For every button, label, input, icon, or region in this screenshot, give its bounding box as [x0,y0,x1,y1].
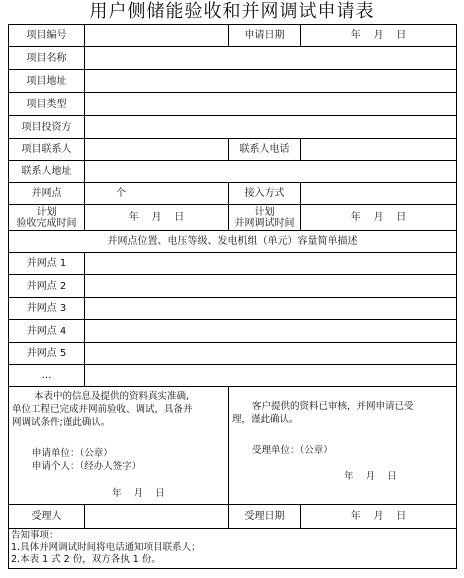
row-plan-times [9,205,457,231]
label-grid-points: 并网点 [9,183,85,205]
field-receive-date[interactable]: 年 月 日 [301,505,457,529]
decl-left-unit: 申请单位：（公章） [32,448,113,459]
application-form-table [8,24,457,569]
row-grid-points [9,183,457,205]
decl-left-person: 申请个人：（经办人签字） [32,461,142,472]
row-project-addr [9,70,457,93]
decl-right-date: 年 月 日 [344,471,397,482]
field-point-1[interactable] [85,253,457,275]
field-access-mode[interactable] [301,183,457,205]
label-point-4: 并网点 4 [9,320,85,343]
row-project-type [9,93,457,116]
field-receiver[interactable] [85,505,229,529]
row-section-desc [9,231,457,253]
field-contact-addr[interactable] [85,161,457,183]
notes-heading: 告知事项： [11,530,59,541]
row-project-investor [9,116,457,139]
decl-right-l1: 客户提供的资料已审核，并网申请已受 [252,401,414,412]
label-plan-accept [9,205,85,231]
label-contact-phone: 联系人电话 [229,139,301,161]
section-desc-heading: 并网点位置、电压等级、发电机组（单元）容量简单描述 [9,231,457,253]
label-point-3: 并网点 3 [9,298,85,320]
row-point-1 [9,253,457,275]
label-plan-accept-l2: 验收完成时间 [16,217,77,229]
row-point-2 [9,275,457,298]
decl-left-l3: 网调试条件;谨此确认。 [12,417,111,428]
row-contact-addr [9,161,457,183]
field-project-contact[interactable] [85,139,229,161]
label-receive-date: 受理日期 [229,505,301,529]
label-apply-date: 申请日期 [229,25,301,47]
label-receiver: 受理人 [9,505,85,529]
label-project-addr: 项目地址 [9,70,85,93]
row-project-no [9,25,457,47]
label-project-name: 项目名称 [9,47,85,70]
field-grid-points[interactable] [85,183,229,205]
row-notes [9,529,457,569]
field-project-no[interactable] [85,25,229,47]
label-project-no: 项目编号 [9,25,85,47]
field-point-4[interactable] [85,320,457,343]
grid-points-unit: 个 [116,188,126,199]
label-contact-addr: 联系人地址 [9,161,85,183]
label-plan-debug-l1: 计划 [254,206,275,218]
notes-item-2: 2.本表 1 式 2 份，双方各执 1 份。 [11,554,161,565]
field-plan-debug-date[interactable]: 年 月 日 [301,205,457,231]
field-project-investor[interactable] [85,116,457,139]
label-project-type: 项目类型 [9,93,85,116]
field-apply-date[interactable]: 年 月 日 [301,25,457,47]
decl-left-l2: 单位工程已完成并网前验收、调试，具备并 [12,404,193,415]
field-contact-phone[interactable] [301,139,457,161]
decl-right-l2: 理，谨此确认。 [232,414,299,425]
label-plan-debug [229,205,301,231]
label-project-contact: 项目联系人 [9,139,85,161]
label-point-5: 并网点 5 [9,343,85,365]
decl-right-unit: 受理单位：（公章） [252,445,333,456]
field-point-3[interactable] [85,298,457,320]
label-point-2: 并网点 2 [9,275,85,298]
field-project-addr[interactable] [85,70,457,93]
label-point-1: 并网点 1 [9,253,85,275]
field-plan-accept-date[interactable]: 年 月 日 [85,205,229,231]
decl-left-date: 年 月 日 [112,488,165,499]
notes-item-1: 1.具体并网调试时间将电话通知项目联系人； [11,542,201,553]
field-point-5[interactable] [85,343,457,365]
notes-block [9,529,457,569]
row-point-more [9,365,457,387]
declaration-receiver[interactable] [229,387,457,505]
field-project-name[interactable] [85,47,457,70]
field-point-2[interactable] [85,275,457,298]
declaration-applicant[interactable] [9,387,229,505]
label-project-investor: 项目投资方 [9,116,85,139]
field-project-type[interactable] [85,93,457,116]
field-point-more[interactable] [85,365,457,387]
row-point-3 [9,298,457,320]
row-point-4 [9,320,457,343]
row-receiver [9,505,457,529]
label-plan-debug-l2: 并网调试时间 [234,217,295,229]
row-project-name [9,47,457,70]
label-access-mode: 接入方式 [229,183,301,205]
label-point-more: … [9,365,85,387]
row-declaration [9,387,457,505]
decl-left-l1: 本表中的信息及提供的资料真实准确, [34,391,190,402]
label-plan-accept-l1: 计划 [36,206,57,218]
row-point-5 [9,343,457,365]
row-project-contact [9,139,457,161]
form-title: 用户侧储能验收和并网调试申请表 [89,1,375,22]
